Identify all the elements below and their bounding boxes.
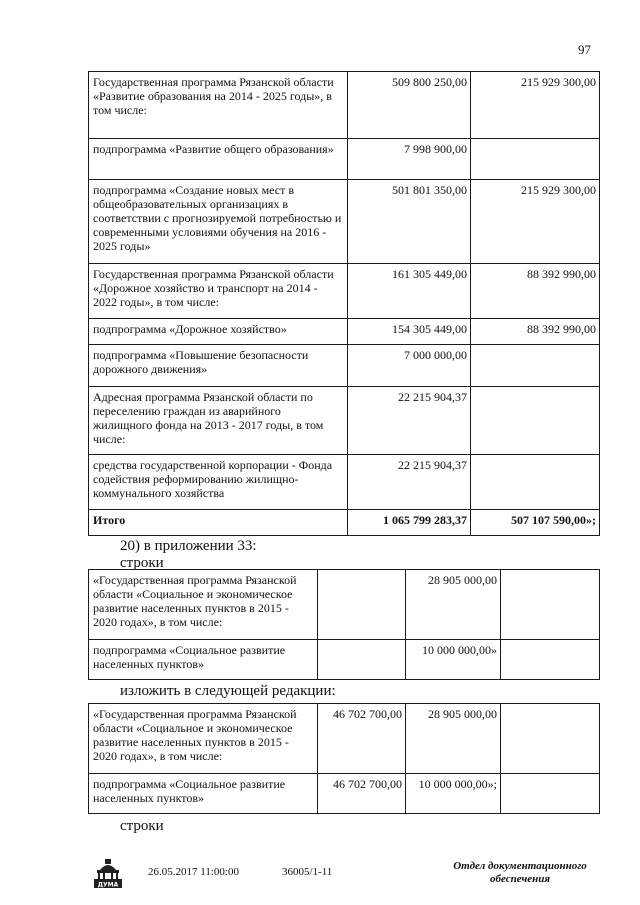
department-stamp: Отдел документационного обеспечения: [453, 860, 587, 885]
table-row: [89, 774, 600, 814]
row-value-1: 161 305 449,00: [348, 264, 471, 319]
row-name: «Государственная программа Рязанской области «Социальное и экономическое развитие населенных пунктов в 2015 - 2020 годах», в том числе:: [89, 704, 318, 774]
table-row: [89, 345, 600, 387]
row-name: средства государственной корпорации - Фонда содействия реформированию жилищно-коммунального хозяйства: [89, 455, 348, 510]
row-value-1: 22 215 904,37: [348, 387, 471, 455]
table-row: [89, 180, 600, 264]
row-name: Государственная программа Рязанской области «Дорожное хозяйство и транспорт на 2014 - 2022 годы», в том числе:: [89, 264, 348, 319]
new-rows-table: [88, 703, 600, 814]
logo-text: ДУМА: [97, 881, 119, 889]
strings-label: строки: [120, 555, 164, 571]
stamp-doc-number: 36005/1-11: [282, 866, 333, 878]
row-name: подпрограмма «Создание новых мест в общеобразовательных организациях в соответствии с прогнозируемой потребностью и современными условиями обучения на 2016 - 2025 годы»: [89, 180, 348, 264]
row-value-1: 22 215 904,37: [348, 455, 471, 510]
row-value-2: [471, 139, 600, 180]
stamp-date: 26.05.2017 11:00:00: [148, 866, 239, 878]
row-value-2: [471, 345, 600, 387]
row-value-1: [318, 640, 406, 680]
row-value-2: 28 905 000,00: [406, 704, 501, 774]
row-value-3: [501, 774, 600, 814]
row-value-1: 501 801 350,00: [348, 180, 471, 264]
strings-label: строки: [120, 818, 164, 834]
row-value-1: [318, 570, 406, 640]
row-value-1: 154 305 449,00: [348, 319, 471, 345]
row-name: подпрограмма «Социальное развитие населенных пунктов»: [89, 640, 318, 680]
table-total-row: [89, 510, 600, 536]
table-row: [89, 72, 600, 139]
table-row: [89, 455, 600, 510]
row-value-1: 7 000 000,00: [348, 345, 471, 387]
row-value-1: 46 702 700,00: [318, 704, 406, 774]
total-value-1: 1 065 799 283,37: [348, 510, 471, 536]
row-name: подпрограмма «Развитие общего образования»: [89, 139, 348, 180]
table-row: [89, 139, 600, 180]
total-label: Итого: [89, 510, 348, 536]
row-value-1: 7 998 900,00: [348, 139, 471, 180]
table-row: [89, 704, 600, 774]
row-name: Государственная программа Рязанской области «Развитие образования на 2014 - 2025 годы», в том числе:: [89, 72, 348, 139]
row-name: подпрограмма «Дорожное хозяйство»: [89, 319, 348, 345]
row-value-2: [471, 387, 600, 455]
row-value-3: [501, 640, 600, 680]
row-value-2: 215 929 300,00: [471, 72, 600, 139]
old-rows-table: [88, 569, 600, 680]
restate-label: изложить в следующей редакции:: [120, 683, 336, 699]
row-value-3: [501, 570, 600, 640]
row-value-3: [501, 704, 600, 774]
row-value-2: [471, 455, 600, 510]
total-value-2: 507 107 590,00»;: [471, 510, 600, 536]
row-name: подпрограмма «Социальное развитие населенных пунктов»: [89, 774, 318, 814]
table-row: [89, 640, 600, 680]
row-value-1: 46 702 700,00: [318, 774, 406, 814]
duma-logo-icon: [91, 858, 125, 890]
row-name: подпрограмма «Повышение безопасности дорожного движения»: [89, 345, 348, 387]
table-row: [89, 319, 600, 345]
row-value-1: 509 800 250,00: [348, 72, 471, 139]
item-title: 20) в приложении 33:: [120, 538, 257, 554]
row-value-2: 28 905 000,00: [406, 570, 501, 640]
table-row: [89, 264, 600, 319]
table-row: [89, 387, 600, 455]
row-value-2: 10 000 000,00»: [406, 640, 501, 680]
row-value-2: 10 000 000,00»;: [406, 774, 501, 814]
page-number: 97: [578, 42, 591, 57]
row-name: «Государственная программа Рязанской области «Социальное и экономическое развитие населенных пунктов в 2015 - 2020 годах», в том числе:: [89, 570, 318, 640]
table-row: [89, 570, 600, 640]
row-name: Адресная программа Рязанской области по переселению граждан из аварийного жилищного фонда на 2013 - 2017 годы, в том числе:: [89, 387, 348, 455]
row-value-2: 215 929 300,00: [471, 180, 600, 264]
budget-table-main: [88, 71, 600, 536]
row-value-2: 88 392 990,00: [471, 264, 600, 319]
row-value-2: 88 392 990,00: [471, 319, 600, 345]
